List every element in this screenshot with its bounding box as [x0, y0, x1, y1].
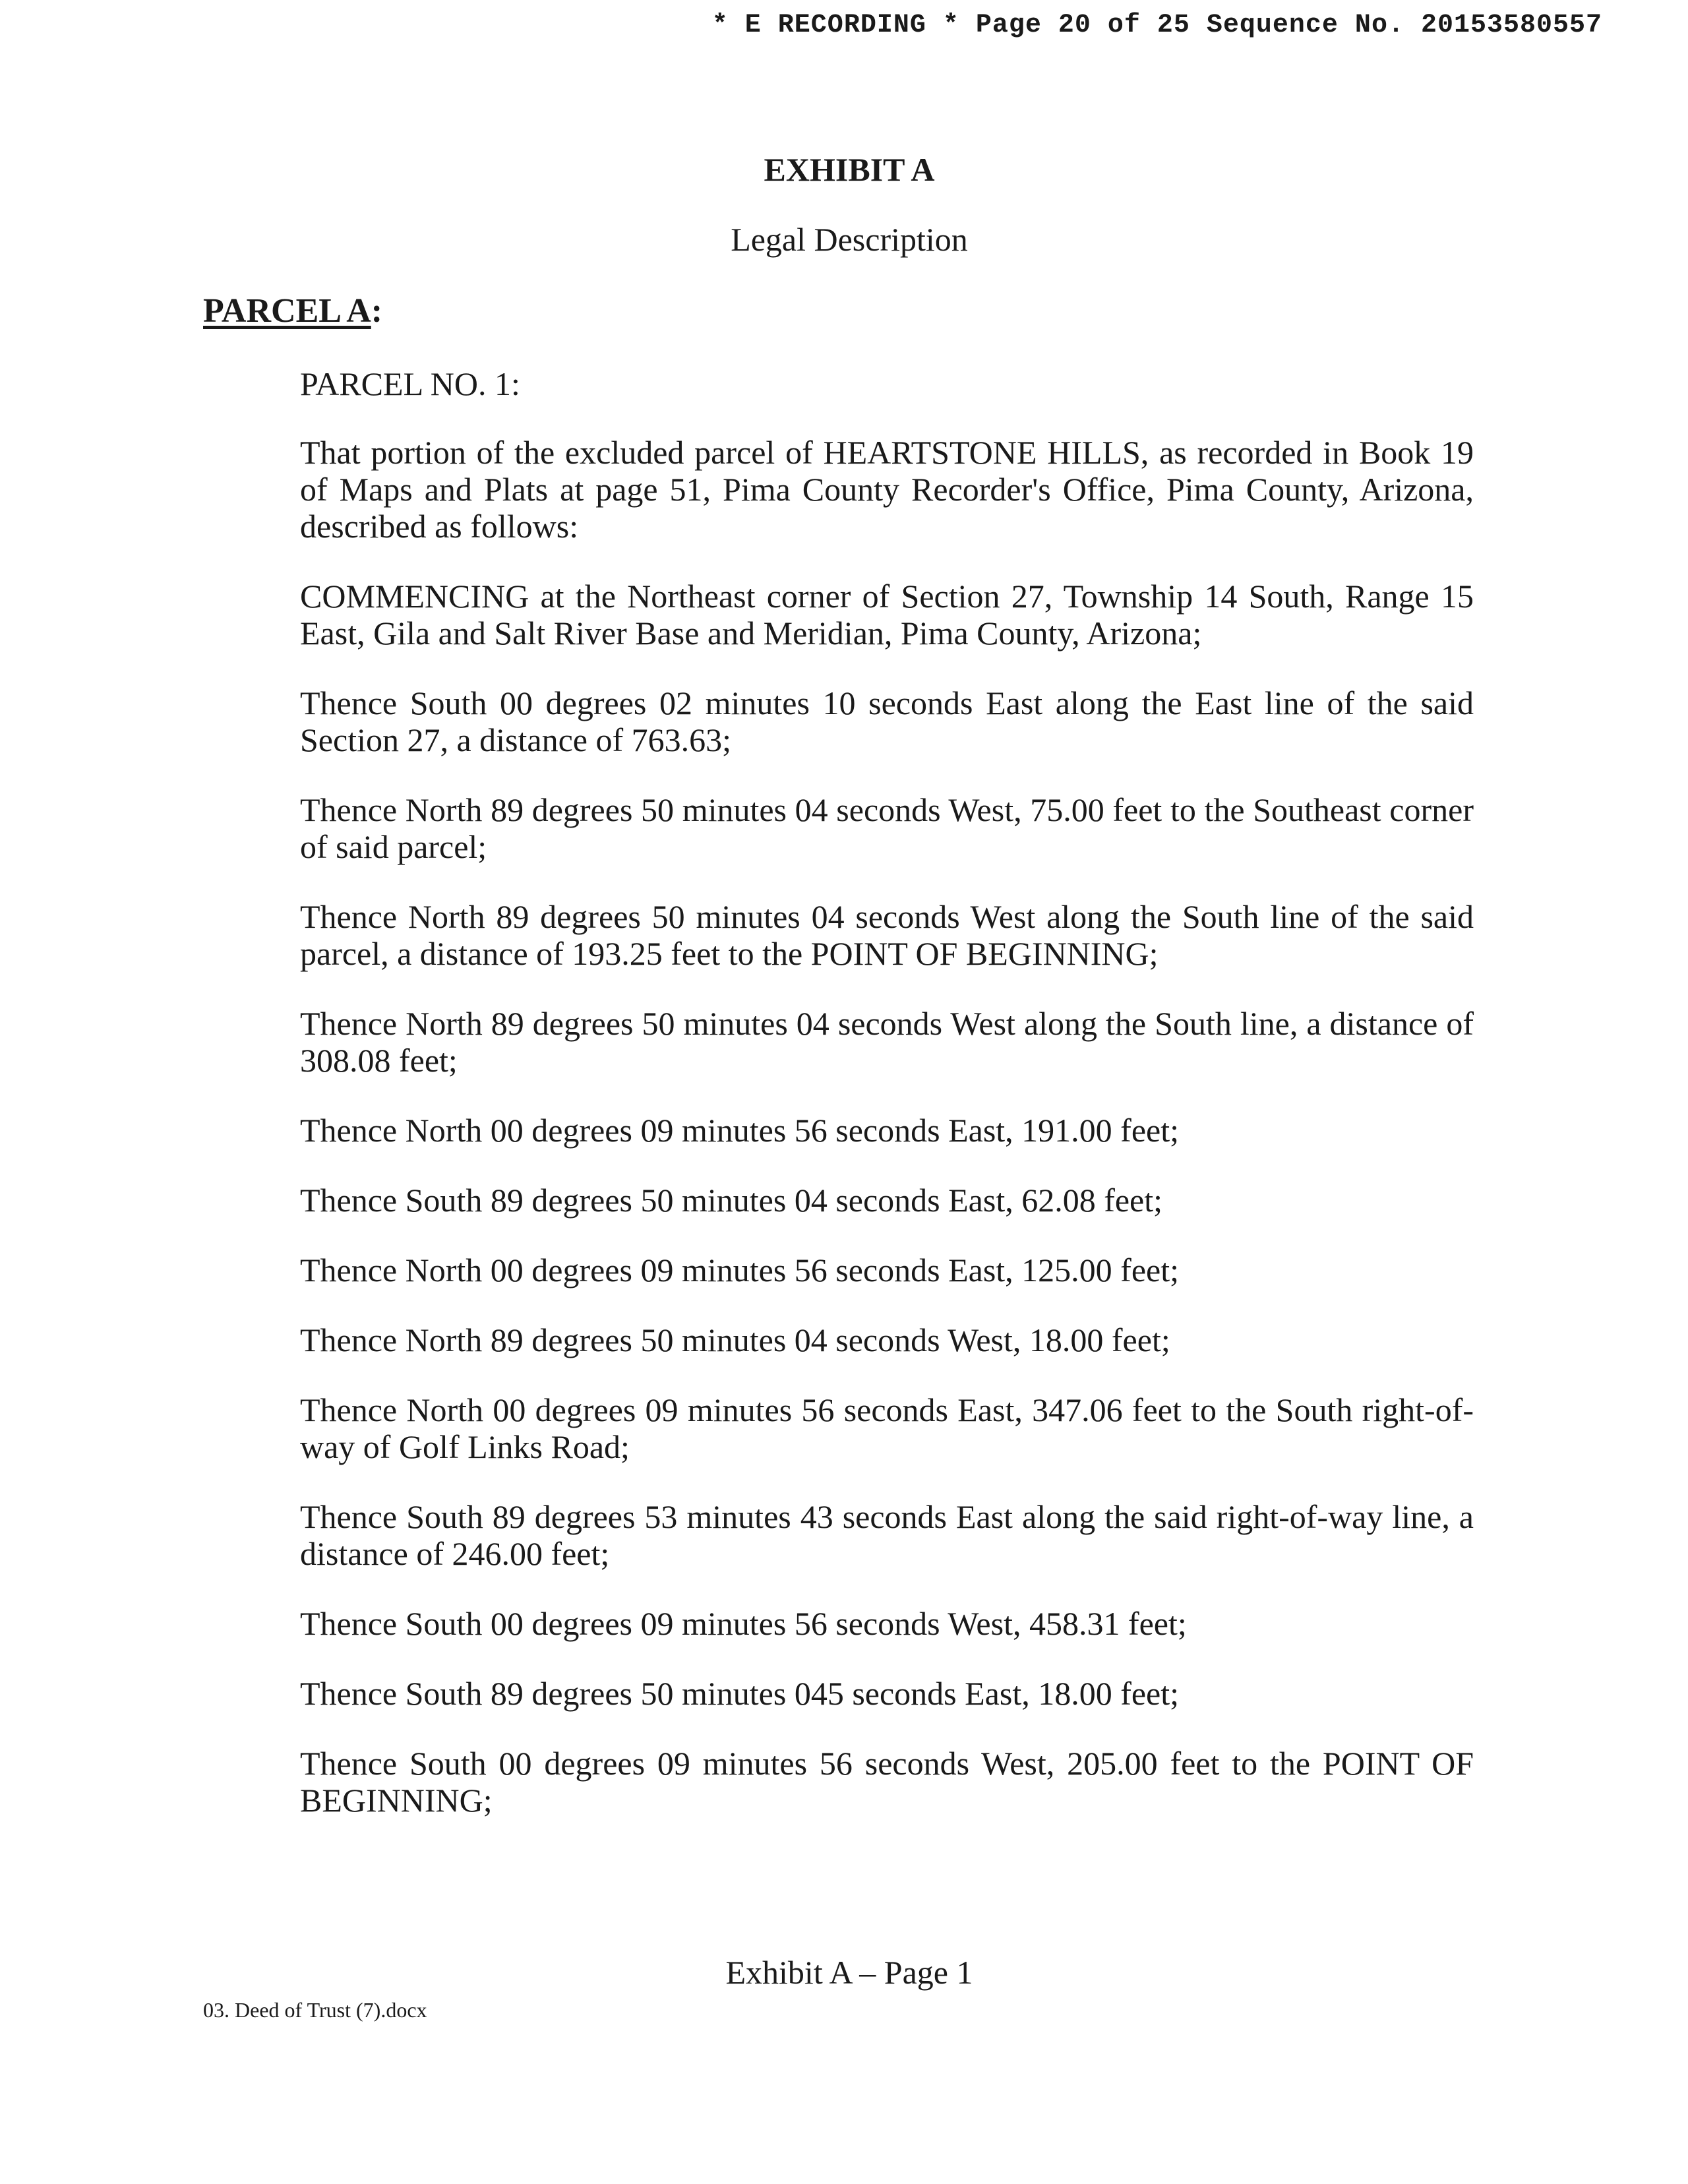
- paragraph-course: Thence North 00 degrees 09 minutes 56 seconds East, 125.00 feet;: [300, 1252, 1179, 1289]
- exhibit-subtitle-wrapper: [0, 220, 1688, 258]
- paragraph-course: Thence South 89 degrees 50 minutes 04 seconds East, 62.08 feet;: [300, 1182, 1163, 1219]
- paragraph-course: Thence North 89 degrees 50 minutes 04 seconds West along the South line, a distance of 308.08 feet;: [300, 1005, 1474, 1079]
- parcel-heading: [203, 291, 382, 330]
- paragraph-intro: That portion of the excluded parcel of HEARTSTONE HILLS, as recorded in Book 19 of Maps and Plats at page 51, Pima County Recorder's Office, Pima County, Arizona, described as follows:: [300, 434, 1474, 545]
- exhibit-title: EXHIBIT A: [764, 151, 935, 188]
- paragraph-course: Thence South 00 degrees 09 minutes 56 seconds West, 205.00 feet to the POINT OF BEGINNING;: [300, 1745, 1474, 1819]
- parcel-heading-label: PARCEL A: [203, 292, 371, 330]
- paragraph-course: Thence South 89 degrees 50 minutes 045 seconds East, 18.00 feet;: [300, 1675, 1180, 1712]
- parcel-number: PARCEL NO. 1:: [300, 365, 520, 402]
- footer-page-wrapper: [0, 1953, 1688, 1991]
- paragraph-course: Thence North 89 degrees 50 minutes 04 seconds West, 18.00 feet;: [300, 1321, 1170, 1358]
- exhibit-title-wrapper: [0, 150, 1688, 189]
- footer-page-label: Exhibit A – Page 1: [725, 1954, 973, 1991]
- exhibit-subtitle: Legal Description: [731, 221, 968, 258]
- paragraph-course: Thence North 89 degrees 50 minutes 04 seconds West along the South line of the said parcel, a distance of 193.25 feet to the POINT OF BEGINNING;: [300, 898, 1474, 972]
- parcel-heading-colon: :: [371, 292, 383, 330]
- paragraph-course: Thence North 00 degrees 09 minutes 56 seconds East, 191.00 feet;: [300, 1112, 1179, 1149]
- paragraph-course: Thence North 00 degrees 09 minutes 56 seconds East, 347.06 feet to the South right-of-way of Golf Links Road;: [300, 1391, 1474, 1465]
- paragraph-commencing: COMMENCING at the Northeast corner of Section 27, Township 14 South, Range 15 East, Gila and Salt River Base and Meridian, Pima County, Arizona;: [300, 578, 1474, 652]
- paragraph-course: Thence South 00 degrees 09 minutes 56 seconds West, 458.31 feet;: [300, 1605, 1187, 1642]
- footer-filename: 03. Deed of Trust (7).docx: [203, 1998, 427, 2022]
- recording-header: * E RECORDING * Page 20 of 25 Sequence No. 20153580557: [711, 11, 1602, 40]
- paragraph-course: Thence North 89 degrees 50 minutes 04 seconds West, 75.00 feet to the Southeast corner of said parcel;: [300, 791, 1474, 865]
- paragraph-course: Thence South 89 degrees 53 minutes 43 seconds East along the said right-of-way line, a distance of 246.00 feet;: [300, 1498, 1474, 1572]
- legal-description-body: [300, 365, 1474, 1852]
- paragraph-course: Thence South 00 degrees 02 minutes 10 seconds East along the East line of the said Section 27, a distance of 763.63;: [300, 684, 1474, 758]
